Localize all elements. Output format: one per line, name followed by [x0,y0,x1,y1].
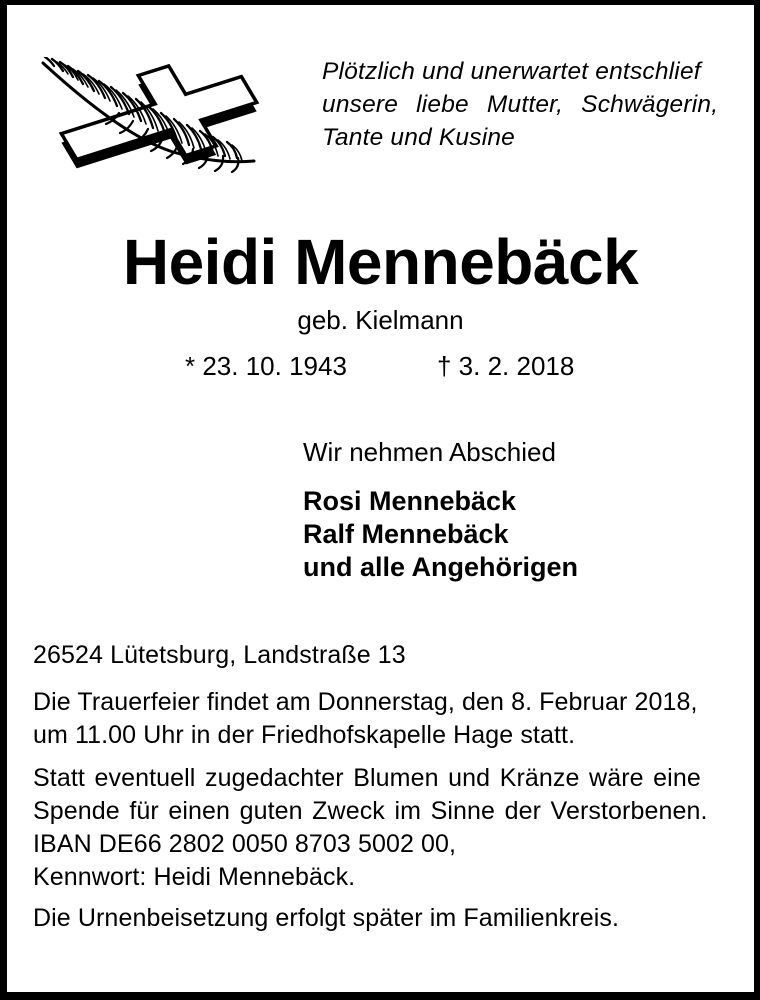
birth-date: * 23. 10. 1943 [185,351,347,381]
address: 26524 Lütetsburg, Landstraße 13 [33,641,406,669]
cross-and-palm-icon [33,57,268,177]
mourner-name: und alle Angehörigen [303,552,579,582]
intro-line-2: unsere liebe Mutter, Schwägerin, [322,91,719,118]
intro-text [322,55,750,154]
mourner-name: Ralf Mennebäck [303,519,509,549]
life-dates [7,351,754,385]
donation-line-2: Spende für einen guten Zweck im Sinne der Verstorbenen. [33,797,708,825]
mourners-list [303,485,578,584]
intro-line-1: Plötzlich und unerwartet entschlief [322,58,701,85]
mourner-name: Rosi Mennebäck [303,486,517,516]
donation-info [33,762,708,894]
farewell-block [303,437,578,584]
maiden-name: geb. Kielmann [297,305,464,335]
donation-line-1: Statt eventuell zugedachter Blumen und Kränze wäre eine [33,764,701,792]
cross-and-palm-svg [33,57,268,177]
donation-iban: IBAN DE66 2802 0050 8703 5002 00, [33,830,457,858]
farewell-heading: Wir nehmen Abschied [303,437,556,467]
donation-keyword: Kennwort: Heidi Mennebäck. [33,863,356,891]
burial-info: Die Urnenbeisetzung erfolgt später im Familienkreis. [33,904,619,932]
funeral-line-2: um 11.00 Uhr in der Friedhofskapelle Hage statt. [33,721,576,749]
death-date: † 3. 2. 2018 [437,351,575,381]
deceased-name: Heidi Mennebäck [122,226,639,298]
funeral-info [33,686,698,752]
intro-line-3: Tante und Kusine [322,124,516,151]
funeral-line-1: Die Trauerfeier findet am Donnerstag, den 8. Februar 2018, [33,688,698,716]
